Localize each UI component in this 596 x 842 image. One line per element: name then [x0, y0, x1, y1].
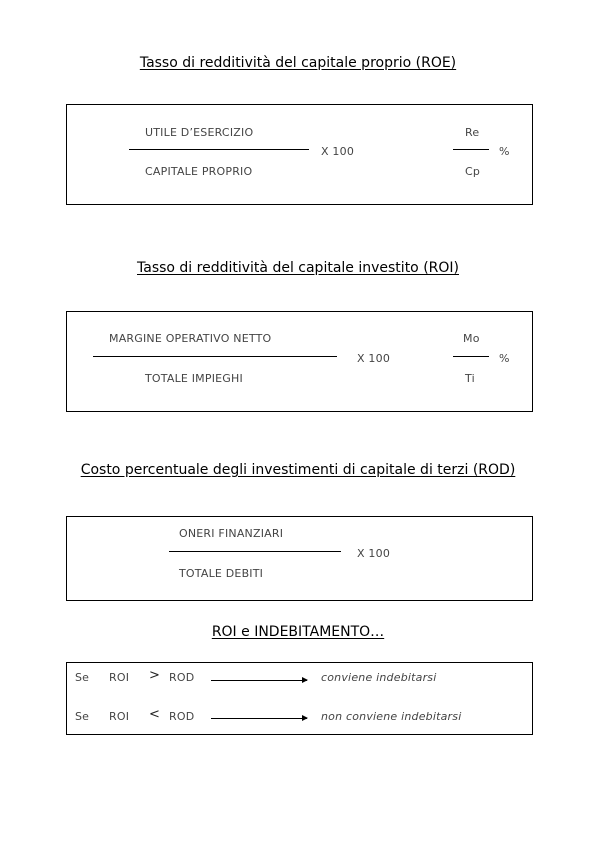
condition-roi-label: ROI — [109, 710, 130, 723]
rod-numerator: ONERI FINANZIARI — [179, 527, 284, 540]
roi-abbr-numerator: Mo — [463, 332, 480, 345]
condition-se-label: Se — [75, 671, 90, 684]
condition-result: non conviene indebitarsi — [321, 710, 462, 723]
roi-numerator: MARGINE OPERATIVO NETTO — [109, 332, 272, 345]
roe-multiplier: X 100 — [321, 145, 355, 158]
roe-abbr-denominator: Cp — [465, 165, 481, 178]
roe-title: Tasso di redditività del capitale proprio (ROE) — [139, 55, 457, 71]
less-than-operator: < — [149, 707, 161, 722]
leverage-box — [66, 662, 533, 735]
roi-abbr-denominator: Ti — [465, 372, 475, 385]
roe-percent: % — [499, 145, 510, 158]
roi-percent: % — [499, 352, 510, 365]
arrow-right-icon — [211, 718, 307, 719]
roe-denominator: CAPITALE PROPRIO — [145, 165, 253, 178]
roi-title: Tasso di redditività del capitale investito (ROI) — [137, 260, 459, 276]
leverage-title: ROI e INDEBITAMENTO… — [211, 624, 385, 640]
roi-multiplier: X 100 — [357, 352, 391, 365]
rod-formula-box — [66, 516, 533, 601]
roi-fraction-line — [93, 356, 337, 357]
roe-numerator: UTILE D’ESERCIZIO — [145, 126, 254, 139]
roi-denominator: TOTALE IMPIEGHI — [145, 372, 243, 385]
greater-than-operator: > — [149, 668, 161, 683]
rod-multiplier: X 100 — [357, 547, 391, 560]
condition-result: conviene indebitarsi — [321, 671, 437, 684]
condition-rod-label: ROD — [169, 710, 195, 723]
roe-formula-box — [66, 104, 533, 205]
roi-formula-box — [66, 311, 533, 412]
roe-abbr-numerator: Re — [465, 126, 480, 139]
arrow-right-icon — [211, 680, 307, 681]
rod-title: Costo percentuale degli investimenti di capitale di terzi (ROD) — [80, 462, 516, 478]
rod-fraction-line — [169, 551, 341, 552]
roi-abbr-line — [453, 356, 489, 357]
condition-roi-label: ROI — [109, 671, 130, 684]
condition-rod-label: ROD — [169, 671, 195, 684]
rod-denominator: TOTALE DEBITI — [179, 567, 264, 580]
roe-fraction-line — [129, 149, 309, 150]
roe-abbr-line — [453, 149, 489, 150]
condition-se-label: Se — [75, 710, 90, 723]
